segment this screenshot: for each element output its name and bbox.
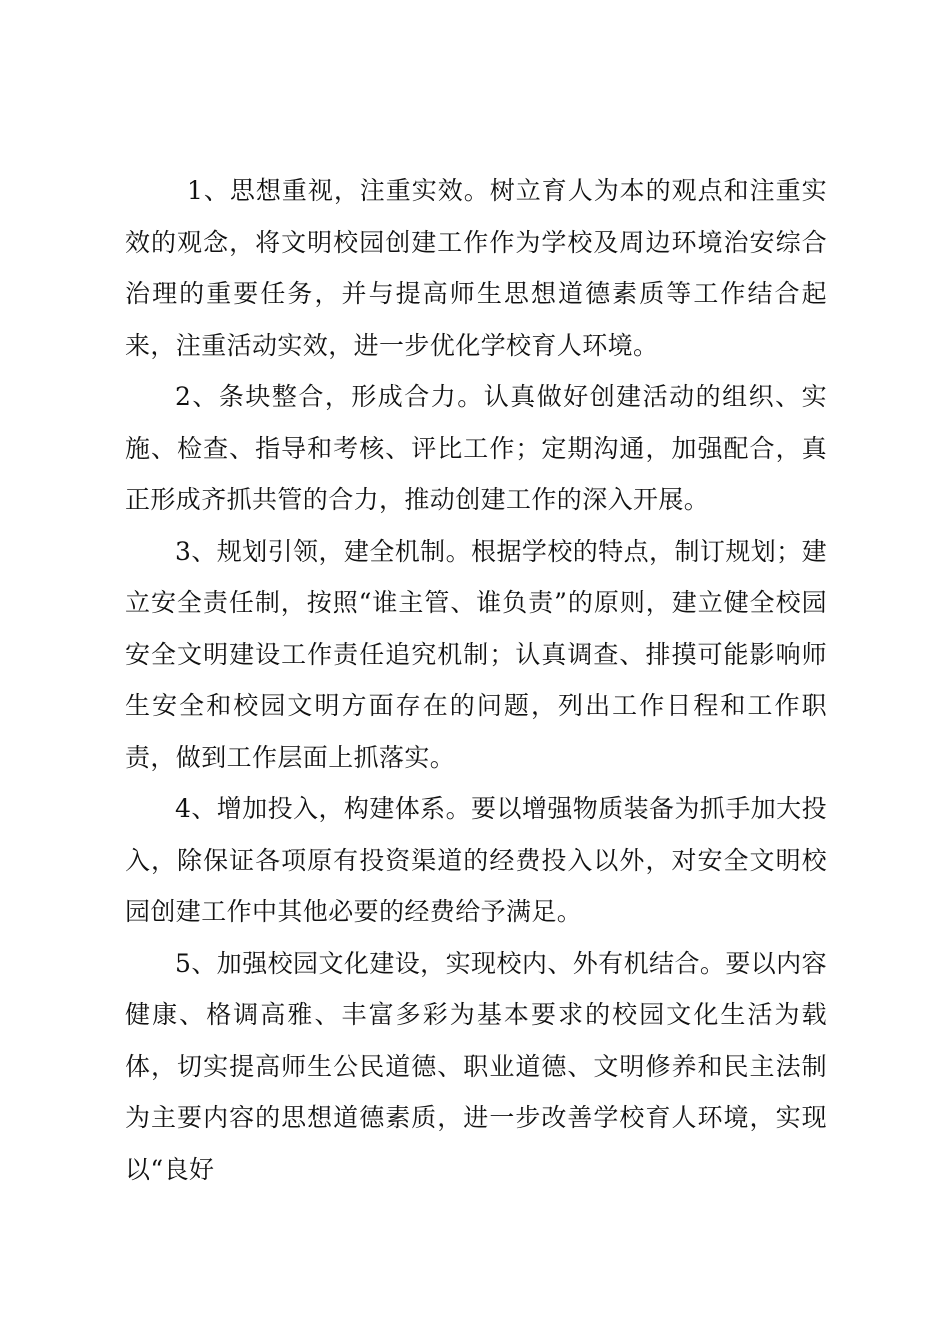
- paragraph-1: 1、思想重视，注重实效。树立育人为本的观点和注重实效的观念，将文明校园创建工作作为学校及周边环境治安综合治理的重要任务，并与提高师生思想道德素质等工作结合起来，注重活动实效，进一步优化学校育人环境。: [125, 176, 827, 360]
- paragraph-2: 2、条块整合，形成合力。认真做好创建活动的组织、实施、检查、指导和考核、评比工作；定期沟通，加强配合，真正形成齐抓共管的合力，推动创建工作的深入开展。: [125, 382, 827, 514]
- paragraph-4: 4、增加投入，构建体系。要以增强物质装备为抓手加大投入，除保证各项原有投资渠道的经费投入以外，对安全文明校园创建工作中其他必要的经费给予满足。: [125, 794, 827, 926]
- paragraph-3: 3、规划引领，建全机制。根据学校的特点，制订规划；建立安全责任制，按照“谁主管、谁负责”的原则，建立健全校园安全文明建设工作责任追究机制；认真调查、排摸可能影响师生安全和校园文明方面存在的问题，列出工作日程和工作职责，做到工作层面上抓落实。: [125, 536, 827, 772]
- document-body: [125, 165, 827, 1195]
- paragraph-5: 5、加强校园文化建设，实现校内、外有机结合。要以内容健康、格调高雅、丰富多彩为基本要求的校园文化生活为载体，切实提高师生公民道德、职业道德、文明修养和民主法制为主要内容的思想道德素质，进一步改善学校育人环境，实现以“良好: [125, 948, 827, 1184]
